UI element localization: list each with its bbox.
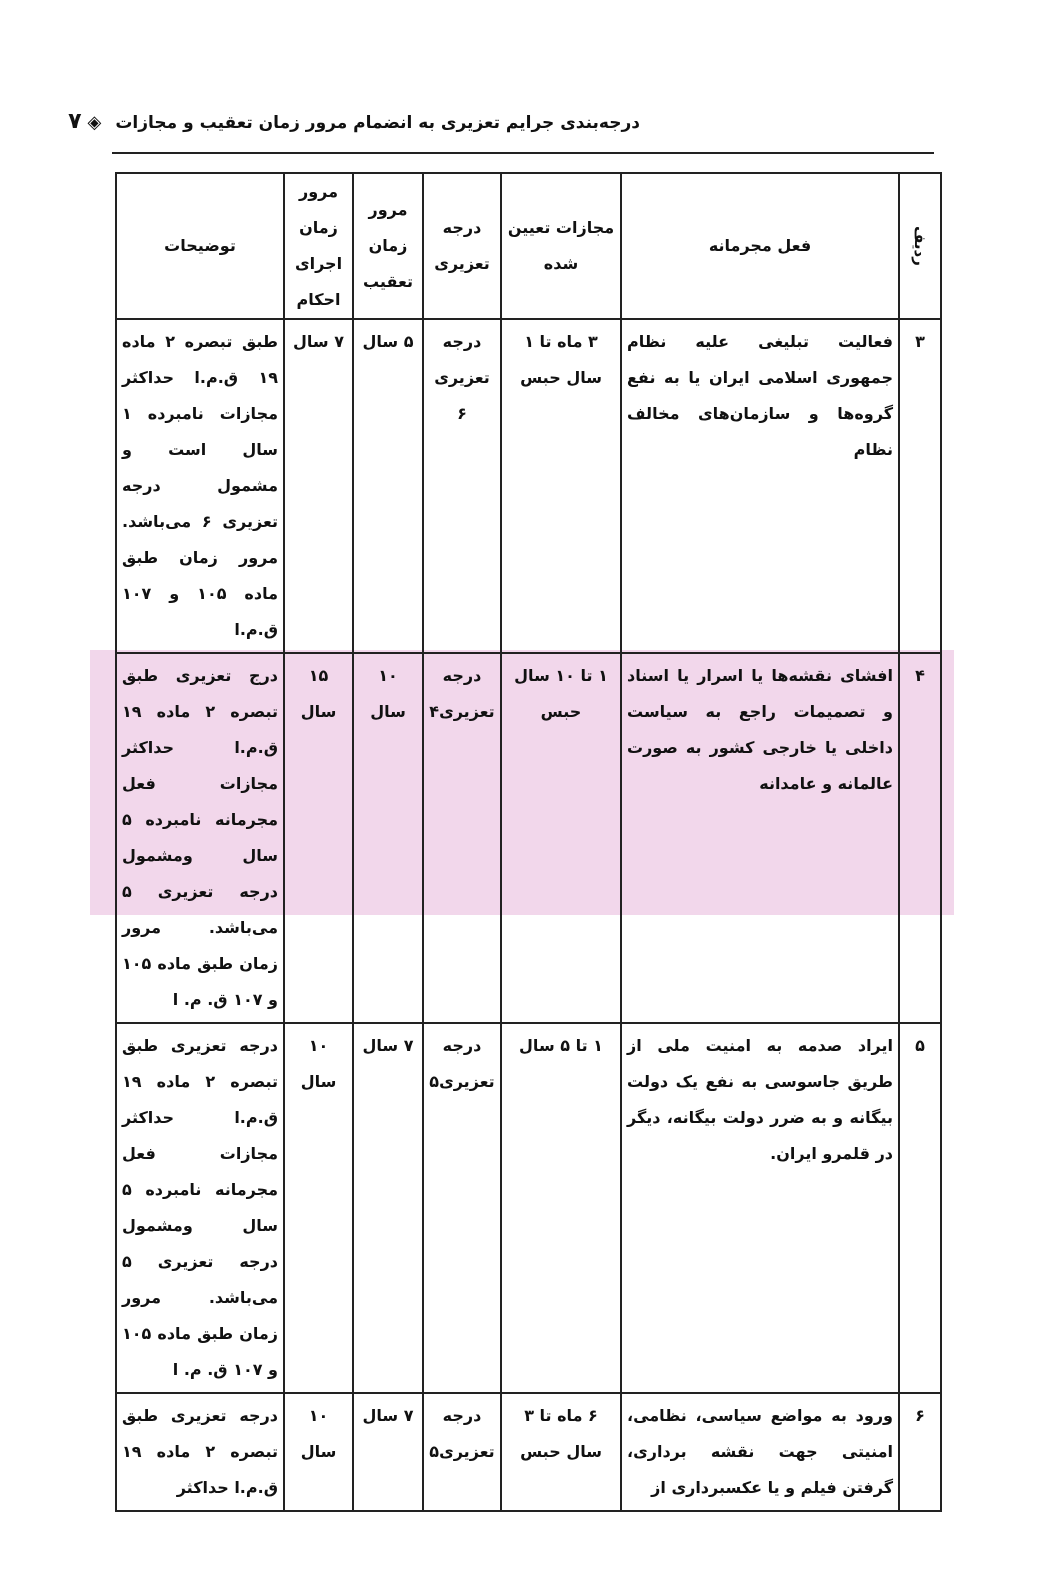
page-number-value: ۷ [68, 109, 82, 134]
col-act: فعل مجرمانه [621, 173, 899, 319]
col-notes: توضیحات [116, 173, 284, 319]
cell-degree: درجه تعزیری۵ [423, 1393, 501, 1511]
table-header-row [116, 173, 941, 319]
cell-radif: ۵ [899, 1023, 941, 1393]
cell-act: ورود به مواضع سیاسی، نظامی، امنیتی جهت نقشه برداری، گرفتن فیلم و یا عکسبرداری از [621, 1393, 899, 1511]
cell-execution: ۷ سال [284, 319, 353, 653]
cell-prosecution: ۵ سال [353, 319, 423, 653]
cell-radif: ۴ [899, 653, 941, 1023]
cell-notes: درجه تعزیری طبق تبصره ۲ ماده ۱۹ ق.م.ا حداکثر [116, 1393, 284, 1511]
cell-degree: درجه تعزیری۴ [423, 653, 501, 1023]
cell-execution: ۱۰ سال [284, 1023, 353, 1393]
cell-notes: درجه تعزیری طبق تبصره ۲ ماده ۱۹ ق.م.ا حداکثر مجازات فعل مجرمانه نامبرده ۵ سال ومشمول درجه تعزیری ۵ می‌باشد. مرور زمان طبق ماده ۱۰۵ و ۱۰۷ ق. م. ا [116, 1023, 284, 1393]
col-punishment: مجازات تعیین شده [501, 173, 621, 319]
cell-punishment: ۱ تا ۱۰ سال حبس [501, 653, 621, 1023]
table-row [116, 1023, 941, 1393]
cell-punishment: ۳ ماه تا ۱ سال حبس [501, 319, 621, 653]
table-row [116, 319, 941, 653]
cell-prosecution: ۷ سال [353, 1393, 423, 1511]
cell-act: افشای نقشه‌ها یا اسرار یا اسناد و تصمیمات راجع به سیاست داخلی یا خارجی کشور به صورت عالمانه و عامدانه [621, 653, 899, 1023]
cell-execution: ۱۵ سال [284, 653, 353, 1023]
crimes-table [115, 172, 942, 1512]
cell-radif: ۳ [899, 319, 941, 653]
running-header-title: درجه‌بندی جرایم تعزیری به انضمام مرور زمان تعقیب و مجازات [115, 112, 640, 133]
page-number [68, 108, 101, 137]
col-degree: درجه تعزیری [423, 173, 501, 319]
header-rule [112, 152, 934, 154]
cell-notes: درج تعزیری طبق تبصره ۲ ماده ۱۹ ق.م.ا حداکثر مجازات فعل مجرمانه نامبرده ۵ سال ومشمول درجه تعزیری ۵ می‌باشد. مرور زمان طبق ماده ۱۰۵ و ۱۰۷ ق. م. ا [116, 653, 284, 1023]
cell-act: ایراد صدمه به امنیت ملی از طریق جاسوسی به نفع یک دولت بیگانه و به ضرر دولت بیگانه، دیگر در قلمرو ایران. [621, 1023, 899, 1393]
cell-degree: درجه تعزیری ۶ [423, 319, 501, 653]
cell-prosecution: ۱۰ سال [353, 653, 423, 1023]
cell-radif: ۶ [899, 1393, 941, 1511]
cell-act: فعالیت تبلیغی علیه نظام جمهوری اسلامی ایران یا به نفع گروه‌ها و سازمان‌های مخالف نظام [621, 319, 899, 653]
col-prosecution: مرور زمان تعقیب [353, 173, 423, 319]
cell-punishment: ۶ ماه تا ۳ سال حبس [501, 1393, 621, 1511]
cell-degree: درجه تعزیری۵ [423, 1023, 501, 1393]
cell-prosecution: ۷ سال [353, 1023, 423, 1393]
col-execution: مرور زمان اجرای احکام [284, 173, 353, 319]
cell-punishment: ۱ تا ۵ سال [501, 1023, 621, 1393]
col-radif: ردیف [899, 173, 941, 319]
diamond-ornament-icon: ◈ [87, 112, 102, 133]
cell-execution: ۱۰ سال [284, 1393, 353, 1511]
table-row [116, 1393, 941, 1511]
running-header [68, 108, 640, 137]
table-row [116, 653, 941, 1023]
cell-notes: طبق تبصره ۲ ماده ۱۹ ق.م.ا حداکثر مجازات نامبرده ۱ سال است و مشمول درجه تعزیری ۶ می‌باشد. مرور زمان طبق ماده ۱۰۵ و ۱۰۷ ق.م.ا [116, 319, 284, 653]
